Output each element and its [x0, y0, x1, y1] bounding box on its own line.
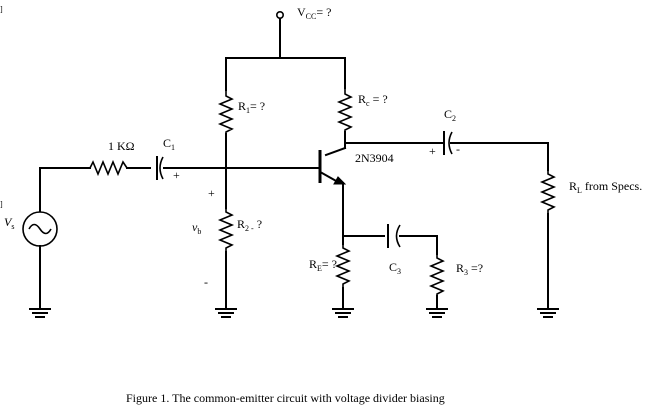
- c2-plus-sign: +: [429, 144, 436, 158]
- rl-label: $R_L$ from Specs.: [569, 179, 643, 195]
- figure-caption: Figure 1. The common-emitter circuit with voltage divider biasing: [126, 391, 445, 405]
- source-resistor-label: 1 KΩ: [108, 139, 135, 153]
- r2-resistor: [220, 168, 232, 308]
- vcc-label: $V_{CC}=$ ?: [297, 5, 332, 21]
- ground-r2: [216, 309, 236, 317]
- vb-plus-sign: +: [208, 186, 215, 200]
- vs-label: $V_s$: [4, 215, 15, 231]
- c1-plus-sign: +: [173, 168, 180, 182]
- c3-label: $C_3$: [389, 260, 402, 276]
- c2-label: $C_2$: [444, 107, 457, 123]
- vcc-terminal: [277, 12, 283, 58]
- source-resistor: [40, 162, 150, 174]
- ground-vs: [30, 309, 50, 317]
- r3-resistor: [431, 236, 443, 308]
- rl-resistor: [542, 143, 554, 308]
- rc-resistor: [339, 88, 351, 143]
- ground-re: [333, 309, 353, 317]
- c1-capacitor: [157, 157, 163, 179]
- transistor-label: 2N3904: [355, 151, 394, 165]
- r1-resistor: [220, 90, 232, 168]
- vs-source: [23, 168, 57, 308]
- transistor-2n3904: [320, 150, 345, 236]
- edge-mark-2: ]: [0, 5, 3, 14]
- c2-minus-sign: -: [456, 142, 460, 156]
- r1-label: $R_1=$ ?: [238, 99, 266, 115]
- edge-mark-1: ]: [0, 200, 3, 209]
- r3-label: $R_3$ =?: [456, 261, 484, 277]
- r2-label: $R_{2 -}$ ?: [237, 217, 263, 233]
- vcc-rail: [226, 58, 345, 90]
- vb-minus-sign: -: [204, 275, 208, 289]
- re-label: $R_E=$ ?: [309, 257, 337, 273]
- rc-label: $R_c$ = ?: [358, 92, 388, 108]
- ground-rl: [538, 309, 558, 317]
- re-resistor: [337, 236, 349, 308]
- c3-capacitor: [388, 225, 437, 247]
- vb-label: $v_b$: [192, 220, 202, 236]
- c1-label: $C_1$: [163, 136, 176, 152]
- ground-r3: [427, 309, 447, 317]
